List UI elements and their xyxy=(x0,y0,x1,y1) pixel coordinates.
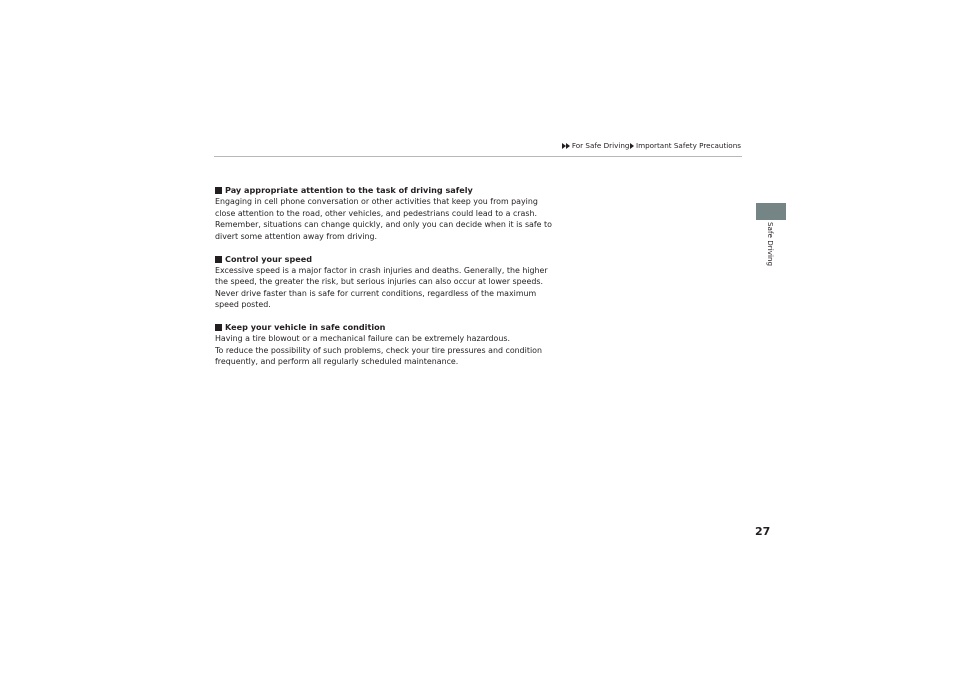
section-heading-text: Control your speed xyxy=(225,253,313,264)
square-bullet-icon xyxy=(215,187,222,194)
body-text-line: To reduce the possibility of such problems, check your tire pressures and condition xyxy=(215,345,542,355)
section-heading xyxy=(215,254,545,265)
breadcrumb-item-important-safety-precautions[interactable]: Important Safety Precautions xyxy=(635,141,741,150)
body-text-line: Remember, situations can change quickly, and only you can decide when it is safe to xyxy=(215,220,552,230)
breadcrumb-item-for-safe-driving[interactable]: For Safe Driving xyxy=(571,141,630,150)
section-tab-label[interactable]: Safe Driving xyxy=(766,222,775,267)
body-text-line: frequently, and perform all regularly scheduled maintenance. xyxy=(215,357,459,367)
square-bullet-icon xyxy=(215,256,222,263)
arrow-right-icon xyxy=(630,143,634,149)
section-heading-text: Keep your vehicle in safe condition xyxy=(225,322,386,333)
header-divider xyxy=(214,156,742,157)
body-text-line: Excessive speed is a major factor in crash injuries and deaths. Generally, the higher xyxy=(215,265,548,275)
square-bullet-icon xyxy=(215,324,222,331)
page-number: 27 xyxy=(755,525,771,538)
body-text-line: close attention to the road, other vehicles, and pedestrians could lead to a crash. xyxy=(215,208,538,218)
body-text-line: divert some attention away from driving. xyxy=(215,231,378,241)
body-text-line: speed posted. xyxy=(215,300,271,310)
section-speed xyxy=(215,253,548,311)
section-heading xyxy=(215,322,545,333)
arrow-right-icon xyxy=(562,143,566,149)
main-content xyxy=(215,185,552,379)
section-heading-text: Pay appropriate attention to the task of driving safely xyxy=(225,185,473,195)
breadcrumb xyxy=(562,141,742,150)
body-text-line: Never drive faster than is safe for current conditions, regardless of the maximum xyxy=(215,288,537,298)
body-text-line: Having a tire blowout or a mechanical failure can be extremely hazardous. xyxy=(215,334,511,344)
body-text-line: the speed, the greater the risk, but serious injuries can also occur at lower speeds. xyxy=(215,277,543,287)
section-heading xyxy=(215,185,545,196)
body-text-line: Engaging in cell phone conversation or other activities that keep you from paying xyxy=(215,197,538,207)
section-attention xyxy=(215,185,552,242)
section-vehicle-condition xyxy=(215,322,545,368)
section-tab-marker xyxy=(756,203,786,220)
arrow-right-icon xyxy=(566,143,570,149)
